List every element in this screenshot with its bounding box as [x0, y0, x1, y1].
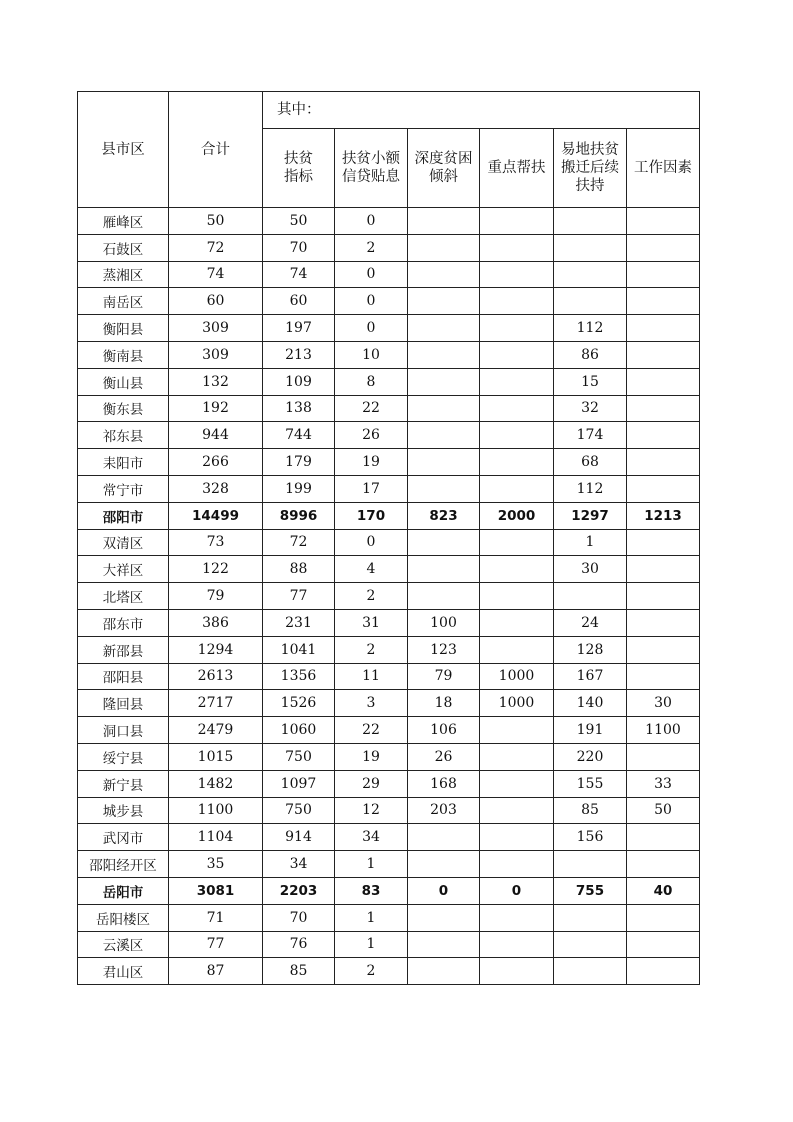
table-row [78, 529, 700, 556]
cell-total: 1294 [169, 636, 263, 663]
cell-work-factor [627, 851, 700, 878]
table-row [78, 743, 700, 770]
cell-work-factor [627, 824, 700, 851]
cell-work-factor [627, 475, 700, 502]
cell-microcredit-subsidy: 34 [335, 824, 408, 851]
cell-total: 77 [169, 931, 263, 958]
cell-microcredit-subsidy: 19 [335, 743, 408, 770]
cell-poverty-quota: 750 [263, 743, 335, 770]
cell-poverty-quota: 70 [263, 904, 335, 931]
cell-total: 266 [169, 449, 263, 476]
table-row [78, 556, 700, 583]
cell-region: 邵东市 [78, 609, 169, 636]
cell-key-assistance [480, 636, 554, 663]
cell-deep-poverty: 79 [408, 663, 480, 690]
cell-region: 隆回县 [78, 690, 169, 717]
cell-key-assistance [480, 609, 554, 636]
cell-region: 邵阳经开区 [78, 851, 169, 878]
cell-poverty-quota: 1356 [263, 663, 335, 690]
cell-key-assistance [480, 315, 554, 342]
cell-key-assistance [480, 234, 554, 261]
cell-total: 79 [169, 583, 263, 610]
cell-work-factor: 33 [627, 770, 700, 797]
cell-microcredit-subsidy: 29 [335, 770, 408, 797]
cell-microcredit-subsidy: 3 [335, 690, 408, 717]
cell-deep-poverty [408, 904, 480, 931]
cell-region: 雁峰区 [78, 208, 169, 235]
cell-total: 87 [169, 958, 263, 985]
cell-microcredit-subsidy: 22 [335, 395, 408, 422]
table-row [78, 341, 700, 368]
table-row [78, 368, 700, 395]
table-row [78, 770, 700, 797]
cell-key-assistance: 1000 [480, 663, 554, 690]
cell-relocation-support: 15 [554, 368, 627, 395]
cell-total: 309 [169, 341, 263, 368]
cell-total: 1482 [169, 770, 263, 797]
cell-poverty-quota: 197 [263, 315, 335, 342]
cell-region: 北塔区 [78, 583, 169, 610]
table-row [78, 958, 700, 985]
table-row [78, 851, 700, 878]
cell-poverty-quota: 179 [263, 449, 335, 476]
cell-microcredit-subsidy: 2 [335, 636, 408, 663]
header-region: 县市区 [78, 92, 169, 208]
cell-total: 309 [169, 315, 263, 342]
cell-key-assistance [480, 288, 554, 315]
cell-work-factor [627, 341, 700, 368]
cell-work-factor [627, 931, 700, 958]
cell-deep-poverty: 26 [408, 743, 480, 770]
table-body [78, 208, 700, 985]
cell-poverty-quota: 1060 [263, 717, 335, 744]
table-row [78, 717, 700, 744]
cell-work-factor [627, 368, 700, 395]
cell-deep-poverty [408, 234, 480, 261]
cell-total: 3081 [169, 877, 263, 904]
cell-deep-poverty [408, 261, 480, 288]
cell-region: 大祥区 [78, 556, 169, 583]
cell-relocation-support [554, 288, 627, 315]
cell-region: 洞口县 [78, 717, 169, 744]
cell-total: 74 [169, 261, 263, 288]
cell-relocation-support: 140 [554, 690, 627, 717]
cell-deep-poverty: 823 [408, 502, 480, 529]
cell-relocation-support: 128 [554, 636, 627, 663]
cell-total: 2479 [169, 717, 263, 744]
table-row [78, 208, 700, 235]
cell-poverty-quota: 1526 [263, 690, 335, 717]
cell-region: 城步县 [78, 797, 169, 824]
cell-total: 328 [169, 475, 263, 502]
cell-relocation-support [554, 234, 627, 261]
cell-total: 132 [169, 368, 263, 395]
cell-work-factor [627, 904, 700, 931]
cell-deep-poverty: 100 [408, 609, 480, 636]
cell-region: 云溪区 [78, 931, 169, 958]
cell-deep-poverty [408, 529, 480, 556]
cell-poverty-quota: 2203 [263, 877, 335, 904]
cell-poverty-quota: 88 [263, 556, 335, 583]
cell-key-assistance [480, 208, 554, 235]
cell-key-assistance [480, 851, 554, 878]
cell-region: 邵阳市 [78, 502, 169, 529]
cell-deep-poverty: 203 [408, 797, 480, 824]
cell-relocation-support: 1 [554, 529, 627, 556]
cell-relocation-support: 85 [554, 797, 627, 824]
cell-poverty-quota: 914 [263, 824, 335, 851]
cell-key-assistance: 0 [480, 877, 554, 904]
cell-microcredit-subsidy: 2 [335, 234, 408, 261]
cell-region: 衡南县 [78, 341, 169, 368]
cell-deep-poverty [408, 315, 480, 342]
cell-region: 衡阳县 [78, 315, 169, 342]
cell-microcredit-subsidy: 26 [335, 422, 408, 449]
cell-work-factor: 40 [627, 877, 700, 904]
cell-deep-poverty [408, 931, 480, 958]
cell-work-factor [627, 609, 700, 636]
cell-relocation-support [554, 261, 627, 288]
cell-relocation-support: 112 [554, 475, 627, 502]
cell-microcredit-subsidy: 170 [335, 502, 408, 529]
cell-deep-poverty [408, 395, 480, 422]
cell-microcredit-subsidy: 8 [335, 368, 408, 395]
table-row [78, 288, 700, 315]
cell-key-assistance [480, 395, 554, 422]
cell-microcredit-subsidy: 0 [335, 529, 408, 556]
cell-relocation-support: 24 [554, 609, 627, 636]
cell-total: 2717 [169, 690, 263, 717]
header-poverty-quota: 扶贫 指标 [263, 129, 335, 208]
cell-region: 蒸湘区 [78, 261, 169, 288]
cell-key-assistance [480, 422, 554, 449]
header-of-which: 其中： [263, 92, 700, 129]
cell-region: 衡山县 [78, 368, 169, 395]
cell-key-assistance [480, 475, 554, 502]
cell-total: 35 [169, 851, 263, 878]
cell-region: 岳阳楼区 [78, 904, 169, 931]
cell-key-assistance [480, 368, 554, 395]
cell-microcredit-subsidy: 2 [335, 958, 408, 985]
cell-deep-poverty: 18 [408, 690, 480, 717]
cell-poverty-quota: 70 [263, 234, 335, 261]
cell-region: 石鼓区 [78, 234, 169, 261]
cell-total: 14499 [169, 502, 263, 529]
cell-key-assistance [480, 341, 554, 368]
cell-total: 60 [169, 288, 263, 315]
cell-region: 双清区 [78, 529, 169, 556]
table-row [78, 395, 700, 422]
cell-region: 绥宁县 [78, 743, 169, 770]
cell-region: 祁东县 [78, 422, 169, 449]
cell-work-factor: 1213 [627, 502, 700, 529]
cell-microcredit-subsidy: 11 [335, 663, 408, 690]
cell-poverty-quota: 77 [263, 583, 335, 610]
cell-work-factor [627, 529, 700, 556]
cell-microcredit-subsidy: 12 [335, 797, 408, 824]
cell-relocation-support: 112 [554, 315, 627, 342]
cell-relocation-support: 86 [554, 341, 627, 368]
cell-work-factor [627, 395, 700, 422]
cell-work-factor: 1100 [627, 717, 700, 744]
table-row [78, 797, 700, 824]
cell-total: 1100 [169, 797, 263, 824]
cell-relocation-support [554, 851, 627, 878]
cell-microcredit-subsidy: 2 [335, 583, 408, 610]
cell-key-assistance [480, 261, 554, 288]
cell-key-assistance [480, 824, 554, 851]
cell-deep-poverty [408, 288, 480, 315]
table-row [78, 904, 700, 931]
cell-region: 武冈市 [78, 824, 169, 851]
cell-region: 耒阳市 [78, 449, 169, 476]
table-row [78, 636, 700, 663]
cell-deep-poverty [408, 208, 480, 235]
cell-total: 72 [169, 234, 263, 261]
cell-region: 岳阳市 [78, 877, 169, 904]
cell-total: 192 [169, 395, 263, 422]
cell-relocation-support: 156 [554, 824, 627, 851]
table-row [78, 583, 700, 610]
cell-work-factor [627, 449, 700, 476]
cell-total: 2613 [169, 663, 263, 690]
table-row [78, 475, 700, 502]
table-row [78, 449, 700, 476]
cell-relocation-support: 174 [554, 422, 627, 449]
cell-microcredit-subsidy: 31 [335, 609, 408, 636]
cell-deep-poverty: 123 [408, 636, 480, 663]
cell-microcredit-subsidy: 10 [335, 341, 408, 368]
cell-microcredit-subsidy: 0 [335, 288, 408, 315]
table-row [78, 609, 700, 636]
cell-key-assistance [480, 770, 554, 797]
cell-key-assistance: 1000 [480, 690, 554, 717]
cell-poverty-quota: 199 [263, 475, 335, 502]
cell-microcredit-subsidy: 0 [335, 315, 408, 342]
allocation-table [77, 91, 700, 985]
cell-microcredit-subsidy: 22 [335, 717, 408, 744]
cell-work-factor: 30 [627, 690, 700, 717]
cell-relocation-support: 220 [554, 743, 627, 770]
cell-microcredit-subsidy: 1 [335, 904, 408, 931]
cell-deep-poverty: 0 [408, 877, 480, 904]
cell-poverty-quota: 1097 [263, 770, 335, 797]
cell-region: 南岳区 [78, 288, 169, 315]
cell-work-factor [627, 663, 700, 690]
cell-total: 50 [169, 208, 263, 235]
table-row [78, 315, 700, 342]
cell-work-factor [627, 315, 700, 342]
cell-total: 1104 [169, 824, 263, 851]
cell-region: 衡东县 [78, 395, 169, 422]
cell-relocation-support [554, 958, 627, 985]
cell-deep-poverty [408, 958, 480, 985]
cell-region: 邵阳县 [78, 663, 169, 690]
table-row [78, 234, 700, 261]
cell-relocation-support: 30 [554, 556, 627, 583]
cell-deep-poverty [408, 556, 480, 583]
cell-total: 944 [169, 422, 263, 449]
cell-work-factor: 50 [627, 797, 700, 824]
cell-poverty-quota: 60 [263, 288, 335, 315]
cell-key-assistance [480, 556, 554, 583]
cell-region: 君山区 [78, 958, 169, 985]
cell-deep-poverty [408, 851, 480, 878]
cell-microcredit-subsidy: 1 [335, 851, 408, 878]
cell-microcredit-subsidy: 1 [335, 931, 408, 958]
cell-key-assistance [480, 583, 554, 610]
cell-poverty-quota: 74 [263, 261, 335, 288]
cell-relocation-support [554, 931, 627, 958]
cell-key-assistance [480, 797, 554, 824]
cell-total: 386 [169, 609, 263, 636]
cell-key-assistance [480, 931, 554, 958]
cell-poverty-quota: 750 [263, 797, 335, 824]
cell-work-factor [627, 958, 700, 985]
cell-region: 新邵县 [78, 636, 169, 663]
cell-poverty-quota: 34 [263, 851, 335, 878]
cell-total: 1015 [169, 743, 263, 770]
table-row [78, 663, 700, 690]
cell-microcredit-subsidy: 19 [335, 449, 408, 476]
cell-relocation-support: 32 [554, 395, 627, 422]
cell-key-assistance [480, 743, 554, 770]
cell-poverty-quota: 109 [263, 368, 335, 395]
cell-poverty-quota: 85 [263, 958, 335, 985]
cell-deep-poverty [408, 422, 480, 449]
table-row-city [78, 502, 700, 529]
cell-total: 73 [169, 529, 263, 556]
cell-work-factor [627, 261, 700, 288]
cell-key-assistance: 2000 [480, 502, 554, 529]
cell-region: 常宁市 [78, 475, 169, 502]
cell-deep-poverty [408, 341, 480, 368]
cell-relocation-support: 755 [554, 877, 627, 904]
table-row [78, 261, 700, 288]
table-row [78, 931, 700, 958]
header-total: 合计 [169, 92, 263, 208]
cell-relocation-support: 191 [554, 717, 627, 744]
table-row-city [78, 877, 700, 904]
cell-work-factor [627, 208, 700, 235]
cell-work-factor [627, 583, 700, 610]
cell-poverty-quota: 76 [263, 931, 335, 958]
cell-deep-poverty [408, 475, 480, 502]
table-row [78, 422, 700, 449]
cell-region: 新宁县 [78, 770, 169, 797]
cell-relocation-support: 167 [554, 663, 627, 690]
header-microcredit-subsidy: 扶贫小额 信贷贴息 [335, 129, 408, 208]
cell-work-factor [627, 556, 700, 583]
cell-relocation-support: 68 [554, 449, 627, 476]
cell-relocation-support [554, 583, 627, 610]
table-row [78, 824, 700, 851]
cell-key-assistance [480, 717, 554, 744]
cell-deep-poverty: 168 [408, 770, 480, 797]
cell-deep-poverty [408, 583, 480, 610]
cell-relocation-support [554, 904, 627, 931]
cell-poverty-quota: 744 [263, 422, 335, 449]
cell-microcredit-subsidy: 4 [335, 556, 408, 583]
cell-deep-poverty [408, 449, 480, 476]
cell-key-assistance [480, 958, 554, 985]
cell-poverty-quota: 1041 [263, 636, 335, 663]
cell-deep-poverty [408, 824, 480, 851]
cell-poverty-quota: 50 [263, 208, 335, 235]
cell-key-assistance [480, 529, 554, 556]
cell-microcredit-subsidy: 83 [335, 877, 408, 904]
header-deep-poverty: 深度贫困 倾斜 [408, 129, 480, 208]
cell-poverty-quota: 213 [263, 341, 335, 368]
cell-deep-poverty: 106 [408, 717, 480, 744]
cell-poverty-quota: 138 [263, 395, 335, 422]
cell-work-factor [627, 288, 700, 315]
cell-key-assistance [480, 449, 554, 476]
header-work-factor: 工作因素 [627, 129, 700, 208]
header-key-assistance: 重点帮扶 [480, 129, 554, 208]
cell-work-factor [627, 234, 700, 261]
cell-microcredit-subsidy: 0 [335, 208, 408, 235]
cell-work-factor [627, 422, 700, 449]
cell-deep-poverty [408, 368, 480, 395]
cell-work-factor [627, 743, 700, 770]
cell-key-assistance [480, 904, 554, 931]
cell-relocation-support [554, 208, 627, 235]
cell-relocation-support: 1297 [554, 502, 627, 529]
cell-microcredit-subsidy: 17 [335, 475, 408, 502]
cell-work-factor [627, 636, 700, 663]
cell-total: 122 [169, 556, 263, 583]
cell-poverty-quota: 231 [263, 609, 335, 636]
cell-relocation-support: 155 [554, 770, 627, 797]
cell-microcredit-subsidy: 0 [335, 261, 408, 288]
table-row [78, 690, 700, 717]
header-relocation-support: 易地扶贫 搬迁后续 扶持 [554, 129, 627, 208]
cell-poverty-quota: 72 [263, 529, 335, 556]
cell-total: 71 [169, 904, 263, 931]
cell-poverty-quota: 8996 [263, 502, 335, 529]
